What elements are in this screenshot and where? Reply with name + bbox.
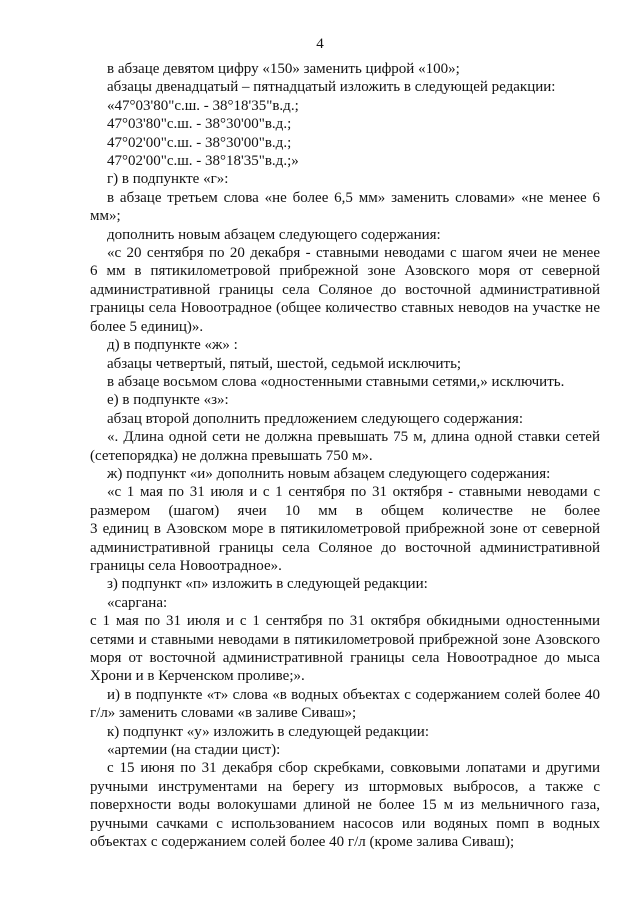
text-line: административной границы села Соляное до восточной административной — [90, 539, 600, 556]
text-line: «с 20 сентября по 20 декабря - ставными неводами с шагом ячеи не менее — [107, 245, 600, 262]
text-line: абзац второй дополнить предложением следующего содержания: — [107, 410, 523, 427]
text-line: 47°03'80"с.ш. - 38°30'00"в.д.; — [107, 116, 292, 133]
text-line: более 5 единиц)». — [90, 318, 204, 335]
document-body — [90, 60, 600, 851]
text-line: размером (шагом) ячеи 10 мм в общем количестве не более — [90, 502, 600, 519]
text-line: объектах с содержанием солей более 40 г/л (кроме залива Сиваш); — [90, 834, 515, 851]
text-line: абзацы четвертый, пятый, шестой, седьмой исключить; — [107, 355, 462, 372]
text-line: 47°02'00"с.ш. - 38°18'35"в.д.;» — [107, 153, 299, 170]
text-line: «с 1 мая по 31 июля и с 1 сентября по 31 октября - ставными неводами с — [107, 484, 600, 501]
text-line: «саргана: — [107, 594, 168, 611]
text-line: в абзаце восьмом слова «одностенными ставными сетями,» исключить. — [107, 373, 565, 390]
text-line: ж) подпункт «и» дополнить новым абзацем следующего содержания: — [107, 465, 551, 482]
text-line: д) в подпункте «ж» : — [107, 337, 238, 354]
text-line: г/л» заменить словами «в заливе Сиваш»; — [90, 705, 357, 722]
text-line: с 15 июня по 31 декабря сбор скребками, совковыми лопатами и другими — [107, 760, 600, 777]
text-line: и) в подпункте «т» слова «в водных объектах с содержанием солей более 40 — [107, 686, 600, 703]
text-line: 3 единиц в Азовском море в пятикилометровой прибрежной зоне от северной — [90, 521, 600, 538]
text-line: сетями и ставными неводами в пятикилометровой прибрежной зоне Азовского — [90, 631, 600, 648]
text-line: дополнить новым абзацем следующего содержания: — [107, 226, 441, 243]
text-line: е) в подпункте «з»: — [107, 392, 229, 409]
text-line: з) подпункт «п» изложить в следующей редакции: — [107, 576, 428, 593]
text-line: 6 мм в пятикилометровой прибрежной зоне Азовского моря от северной — [90, 263, 600, 280]
text-line: «. Длина одной сети не должна превышать 75 м, длина одной ставки сетей — [107, 429, 600, 446]
text-line: моря от восточной административной границы села Новоотрадное до мыса — [90, 650, 600, 666]
text-line: границы села Новоотрадное (общее количество ставных неводов на участке не — [90, 300, 600, 317]
text-line: поверхности воды волокушами длиной не более 15 м из мельничного газа, — [90, 797, 600, 814]
text-line: абзацы двенадцатый – пятнадцатый изложить в следующей редакции: — [107, 79, 556, 96]
text-line: «47°03'80"с.ш. - 38°18'35"в.д.; — [107, 97, 299, 114]
text-line: с 1 мая по 31 июля и с 1 сентября по 31 октября обкидными одностенными — [90, 613, 600, 630]
text-line: границы села Новоотрадное». — [90, 557, 282, 574]
text-line: Хрони и в Керченском проливе;». — [90, 668, 305, 685]
text-line: ручными сачками с использованием насосов или водяных помп в водных — [90, 815, 600, 832]
text-line: 47°02'00"с.ш. - 38°30'00"в.д.; — [107, 134, 292, 151]
text-line: ручными инструментами на берегу из штормовых выбросов, а также с — [90, 778, 600, 795]
text-line: административной границы села Соляное до восточной административной — [90, 281, 600, 298]
text-line: (сетепорядка) не должна превышать 750 м». — [90, 447, 373, 464]
text-line: «артемии (на стадии цист): — [107, 742, 281, 759]
text-line: к) подпункт «у» изложить в следующей редакции: — [107, 723, 429, 740]
text-line: г) в подпункте «г»: — [107, 171, 229, 188]
text-line: в абзаце третьем слова «не более 6,5 мм» заменить словами» «не менее 6 — [107, 189, 600, 206]
text-line: в абзаце девятом цифру «150» заменить цифрой «100»; — [107, 61, 460, 77]
page-number: 4 — [316, 36, 324, 52]
text-line: мм»; — [90, 208, 121, 225]
